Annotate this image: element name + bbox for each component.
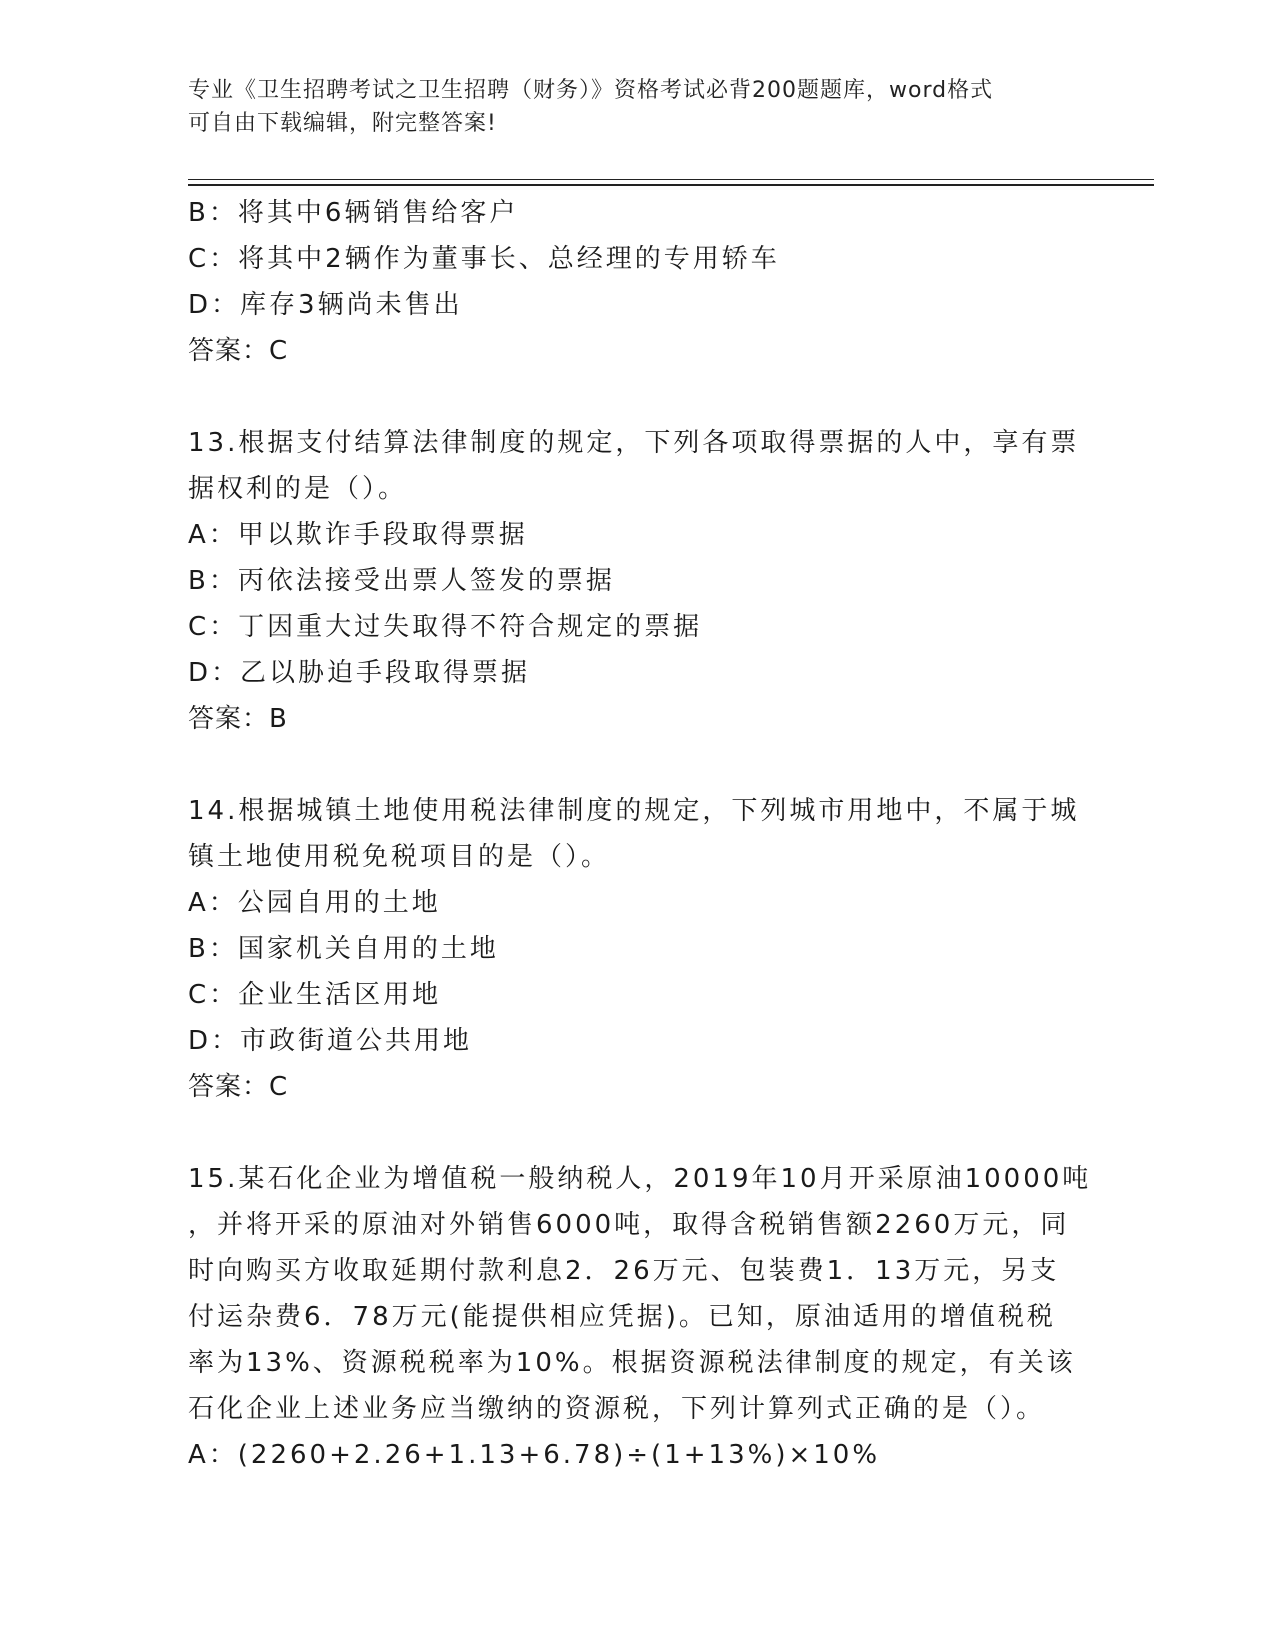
option-b: B：国家机关自用的土地 [188,934,499,964]
header-line-2: 可自由下载编辑，附完整答案! [188,111,497,136]
question-text-line: 镇土地使用税免税项目的是（）。 [188,842,611,872]
answer-line: 答案：C [188,1072,289,1102]
question-15-block [188,1156,1092,1478]
option-b: B：丙依法接受出票人签发的票据 [188,566,615,596]
spacer [188,1110,1088,1156]
option-a: A：甲以欺诈手段取得票据 [188,520,528,550]
question-text-line: 付运杂费6．78万元(能提供相应凭据)。已知，原油适用的增值税税 [188,1302,1056,1332]
question-text-line: ，并将开采的原油对外销售6000吨，取得含税销售额2260万元，同 [188,1210,1070,1240]
answer-line: 答案：B [188,704,288,734]
question-text-line: 14.根据城镇土地使用税法律制度的规定，下列城市用地中，不属于城 [188,796,1080,826]
option-a: A：(2260+2.26+1.13+6.78)÷(1+13%)×10% [188,1440,881,1470]
option-b: B：将其中6辆销售给客户 [188,198,519,228]
header-rule-thin [188,179,1154,180]
spacer [188,374,1088,420]
question-text-line: 时向购买方收取延期付款利息2．26万元、包装费1．13万元，另支 [188,1256,1060,1286]
header-line-1: 专业《卫生招聘考试之卫生招聘（财务）》资格考试必背200题题库，word格式 [188,78,994,103]
question-text-line: 石化企业上述业务应当缴纳的资源税，下列计算列式正确的是（）。 [188,1394,1046,1424]
option-c: C：丁因重大过失取得不符合规定的票据 [188,612,703,642]
option-c: C：企业生活区用地 [188,980,442,1010]
header-rule-thick [188,184,1154,186]
option-d: D：市政街道公共用地 [188,1026,473,1056]
question-text-line: 据权利的是（）。 [188,474,408,504]
document-header [188,74,1088,140]
document-body [188,190,1092,1478]
spacer [188,742,1088,788]
option-d: D：库存3辆尚未售出 [188,290,463,320]
option-d: D：乙以胁迫手段取得票据 [188,658,531,688]
question-text-line: 15.某石化企业为增值税一般纳税人，2019年10月开采原油10000吨 [188,1164,1092,1194]
question-12-block [188,190,1088,374]
question-14-block [188,788,1088,1110]
option-a: A：公园自用的土地 [188,888,441,918]
answer-line: 答案：C [188,336,289,366]
question-text-line: 13.根据支付结算法律制度的规定，下列各项取得票据的人中，享有票 [188,428,1080,458]
option-c: C：将其中2辆作为董事长、总经理的专用轿车 [188,244,780,274]
question-13-block [188,420,1088,742]
question-text-line: 率为13%、资源税税率为10%。根据资源税法律制度的规定，有关该 [188,1348,1076,1378]
